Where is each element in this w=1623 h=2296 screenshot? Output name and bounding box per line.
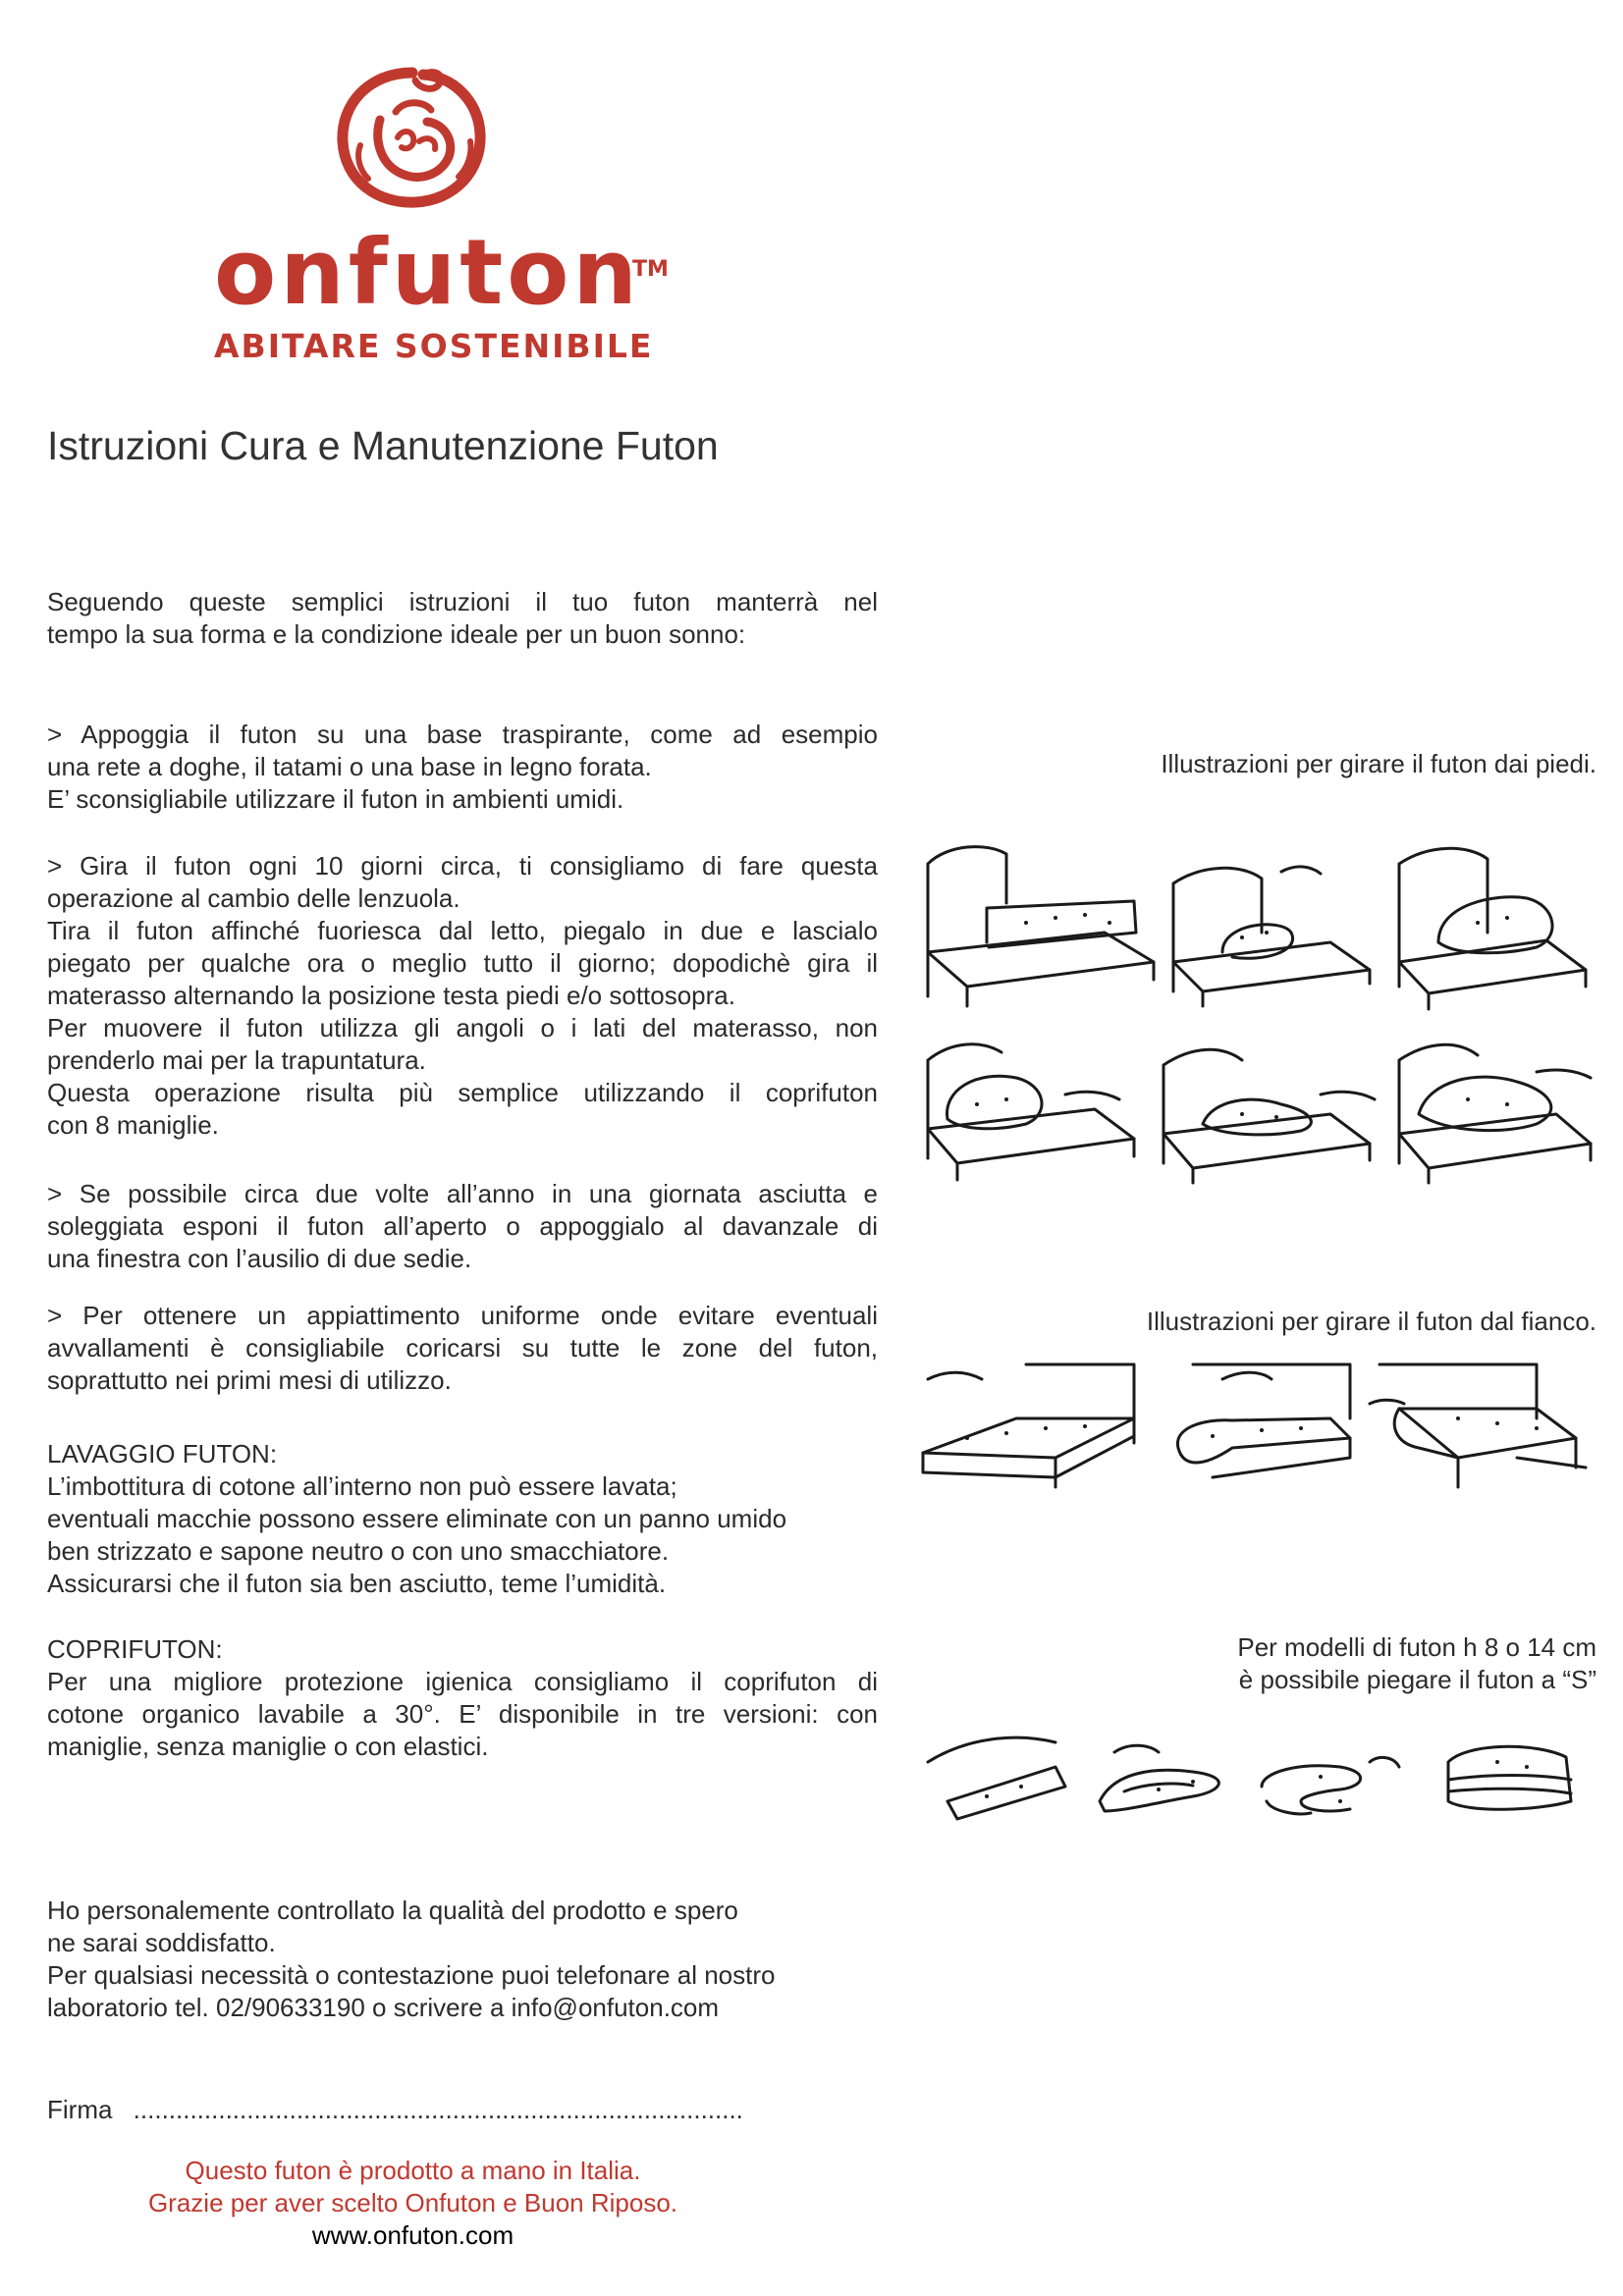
s-fold-illustration-icon [908, 1703, 1596, 1831]
brand-name: onfuton [214, 220, 641, 325]
text-line: una rete a doghe, il tatami o una base in legno forata. [47, 752, 652, 781]
section-heading: LAVAGGIO FUTON: [47, 1439, 278, 1468]
text-line: piegato per qualche ora o meglio tutto il giorno; dopodichè gira il [47, 948, 878, 978]
signature-dots: ...................................................................................... [133, 2095, 743, 2124]
cover-section [47, 1633, 878, 1763]
text-line: prenderlo mai per la trapuntatura. [47, 1045, 426, 1075]
text-line: Per una migliore protezione igienica consigliamo il coprifuton di [47, 1667, 878, 1696]
text-line: soprattutto nei primi mesi di utilizzo. [47, 1365, 452, 1395]
text-line: tempo la sua forma e la condizione ideale per un buon sonno: [47, 619, 746, 649]
caption-line: Per modelli di futon h 8 o 14 cm [1237, 1632, 1596, 1662]
brand-tagline: ABITARE SOSTENIBILE [214, 327, 654, 365]
base-paragraph [47, 719, 878, 816]
washing-section [47, 1438, 878, 1600]
text-line: una finestra con l’ausilio di due sedie. [47, 1244, 472, 1273]
text-line: eventuali macchie possono essere eliminate con un panno umido [47, 1504, 787, 1533]
section-heading: COPRIFUTON: [47, 1634, 223, 1664]
footer-website-link[interactable]: www.onfuton.com [311, 2220, 514, 2250]
text-line: Per muovere il futon utilizza gli angoli o i lati del materasso, non [47, 1013, 878, 1042]
text-line: > Gira il futon ogni 10 giorni circa, ti consigliamo di fare questa [47, 851, 878, 881]
feet-turning-illustration-icon [908, 825, 1596, 1188]
airing-paragraph [47, 1178, 878, 1275]
text-line: > Per ottenere un appiattimento uniforme onde evitare eventuali [47, 1301, 878, 1330]
flattening-paragraph [47, 1300, 878, 1397]
intro-paragraph [47, 586, 878, 651]
footer [47, 2155, 779, 2252]
text-line: ben strizzato e sapone neutro o con uno smacchiatore. [47, 1536, 670, 1566]
closing-paragraph [47, 1895, 878, 2024]
onfuton-logo-icon [329, 61, 496, 213]
text-line: avvallamenti è consigliabile coricarsi su tutte le zone del futon, [47, 1333, 878, 1362]
signature-line [47, 2094, 743, 2126]
text-line: laboratorio tel. 02/90633190 o scrivere a info@onfuton.com [47, 1993, 720, 2022]
rotate-paragraph [47, 850, 878, 1142]
text-line: Questa operazione risulta più semplice utilizzando il coprifuton [47, 1078, 878, 1107]
text-line: operazione al cambio delle lenzuola. [47, 883, 460, 913]
trademark-mark: TM [632, 257, 669, 282]
text-line: > Appoggia il futon su una base traspirante, come ad esempio [47, 720, 878, 749]
footer-made-in-italy: Questo futon è prodotto a mano in Italia. [185, 2156, 641, 2185]
text-line: > Se possibile circa due volte all’anno in una giornata asciutta e [47, 1179, 878, 1208]
caption-turn-from-feet: Illustrazioni per girare il futon dai piedi. [1161, 749, 1596, 778]
document-title: Istruzioni Cura e Manutenzione Futon [47, 423, 719, 468]
text-line: materasso alternando la posizione testa piedi e/o sottosopra. [47, 981, 735, 1010]
text-line: cotone organico lavabile a 30°. E’ disponibile in tre versioni: con [47, 1699, 878, 1729]
text-line: con 8 maniglie. [47, 1110, 219, 1140]
caption-turn-from-side: Illustrazioni per girare il futon dal fianco. [1146, 1307, 1596, 1336]
text-line: maniglie, senza maniglie o con elastici. [47, 1732, 489, 1761]
caption-line: è possibile piegare il futon a “S” [1238, 1665, 1596, 1694]
text-line: soleggiata esponi il futon all’aperto o appoggialo al davanzale di [47, 1211, 878, 1241]
text-line: Seguendo queste semplici istruzioni il tuo futon manterrà nel [47, 587, 878, 616]
text-line: E’ sconsigliabile utilizzare il futon in ambienti umidi. [47, 784, 624, 814]
text-line: Assicurarsi che il futon sia ben asciutto, teme l’umidità. [47, 1569, 667, 1598]
footer-thanks: Grazie per aver scelto Onfuton e Buon Riposo. [147, 2188, 678, 2217]
side-turning-illustration-icon [908, 1350, 1596, 1522]
text-line: L’imbottitura di cotone all’interno non può essere lavata; [47, 1471, 677, 1501]
signature-label: Firma [47, 2095, 113, 2124]
text-line: Per qualsiasi necessità o contestazione puoi telefonare al nostro [47, 1960, 776, 1990]
text-line: ne sarai soddisfatto. [47, 1928, 276, 1957]
text-line: Ho personalemente controllato la qualità del prodotto e spero [47, 1896, 738, 1925]
text-line: Tira il futon affinché fuoriesca dal letto, piegalo in due e lascialo [47, 916, 878, 945]
caption-s-fold [1237, 1631, 1596, 1696]
